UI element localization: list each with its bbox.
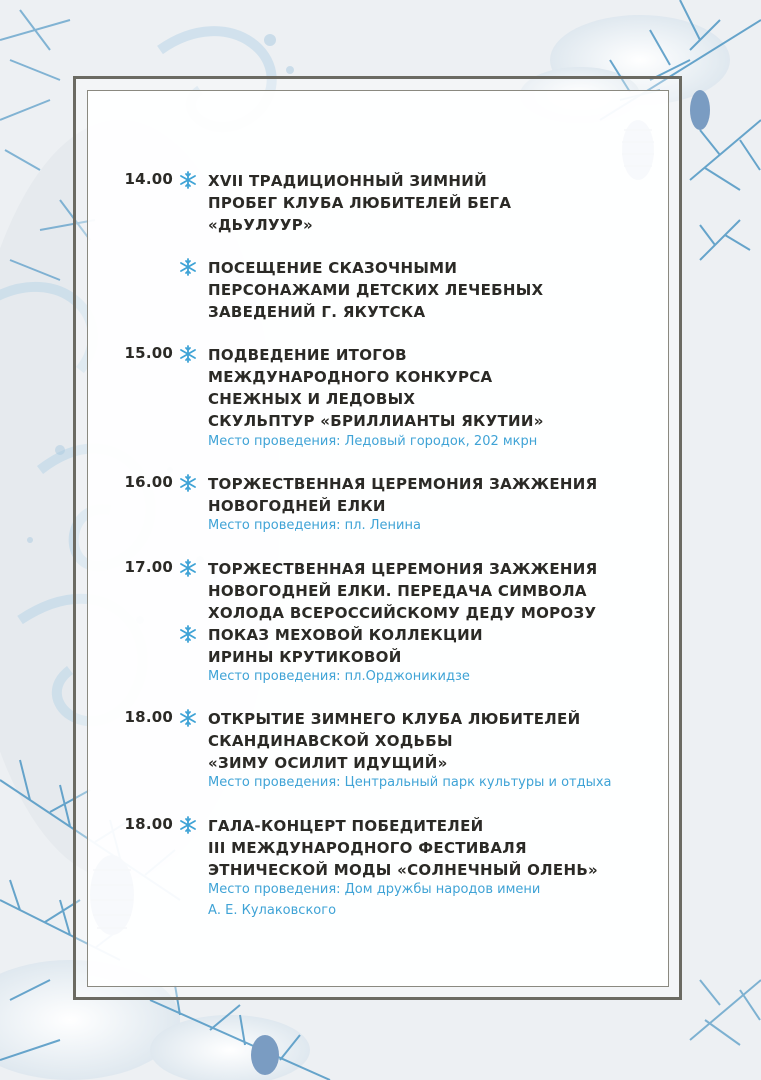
event-venue: Место проведения: пл. Ленина (208, 518, 421, 533)
snowflake-icon (178, 257, 198, 277)
snowflake-icon (178, 344, 198, 364)
event-venue: Место проведения: Дом дружбы народов имени (208, 882, 541, 897)
event-venue: Место проведения: Центральный парк культуры и отдыха (208, 775, 612, 790)
snowflake-icon (178, 170, 198, 190)
event-time: 18.00 (124, 708, 173, 726)
event-title: ГАЛА-КОНЦЕРТ ПОБЕДИТЕЛЕЙ III МЕЖДУНАРОДНОГО ФЕСТИВАЛЯ ЭТНИЧЕСКОЙ МОДЫ «СОЛНЕЧНЫЙ ОЛЕНЬ» (208, 817, 599, 879)
event-title: ТОРЖЕСТВЕННАЯ ЦЕРЕМОНИЯ ЗАЖЖЕНИЯ НОВОГОДНЕЙ ЕЛКИ (208, 475, 598, 515)
event-time: 15.00 (124, 344, 173, 362)
event-time: 16.00 (124, 473, 173, 491)
snowflake-icon (178, 624, 198, 644)
event-title: ТОРЖЕСТВЕННАЯ ЦЕРЕМОНИЯ ЗАЖЖЕНИЯ НОВОГОДНЕЙ ЕЛКИ. ПЕРЕДАЧА СИМВОЛА ХОЛОДА ВСЕРОССИЙСКОМУ ДЕДУ МОРОЗУ ПОКАЗ МЕХОВОЙ КОЛЛЕКЦИИ ИРИНЫ КРУТИКОВОЙ (208, 560, 598, 666)
event-venue: Место проведения: Ледовый городок, 202 мкрн (208, 434, 538, 449)
event-time: 14.00 (124, 170, 173, 188)
event-venue: А. Е. Кулаковского (208, 903, 337, 918)
event-time: 17.00 (124, 558, 173, 576)
event-title: ПОСЕЩЕНИЕ СКАЗОЧНЫМИ ПЕРСОНАЖАМИ ДЕТСКИХ ЛЕЧЕБНЫХ ЗАВЕДЕНИЙ Г. ЯКУТСКА (208, 259, 544, 321)
snowflake-icon (178, 708, 198, 728)
snowflake-icon (178, 815, 198, 835)
snowflake-icon (178, 473, 198, 493)
event-title: XVII ТРАДИЦИОННЫЙ ЗИМНИЙ ПРОБЕГ КЛУБА ЛЮБИТЕЛЕЙ БЕГА «ДЬУЛУУР» (208, 172, 512, 234)
event-title: ОТКРЫТИЕ ЗИМНЕГО КЛУБА ЛЮБИТЕЛЕЙ СКАНДИНАВСКОЙ ХОДЬБЫ «ЗИМУ ОСИЛИТ ИДУЩИЙ» (208, 710, 581, 772)
event-venue: Место проведения: пл.Орджоникидзе (208, 669, 470, 684)
event-title: ПОДВЕДЕНИЕ ИТОГОВ МЕЖДУНАРОДНОГО КОНКУРСА СНЕЖНЫХ И ЛЕДОВЫХ СКУЛЬПТУР «БРИЛЛИАНТЫ ЯКУТИИ» (208, 346, 544, 430)
event-time: 18.00 (124, 815, 173, 833)
snowflake-icon (178, 558, 198, 578)
